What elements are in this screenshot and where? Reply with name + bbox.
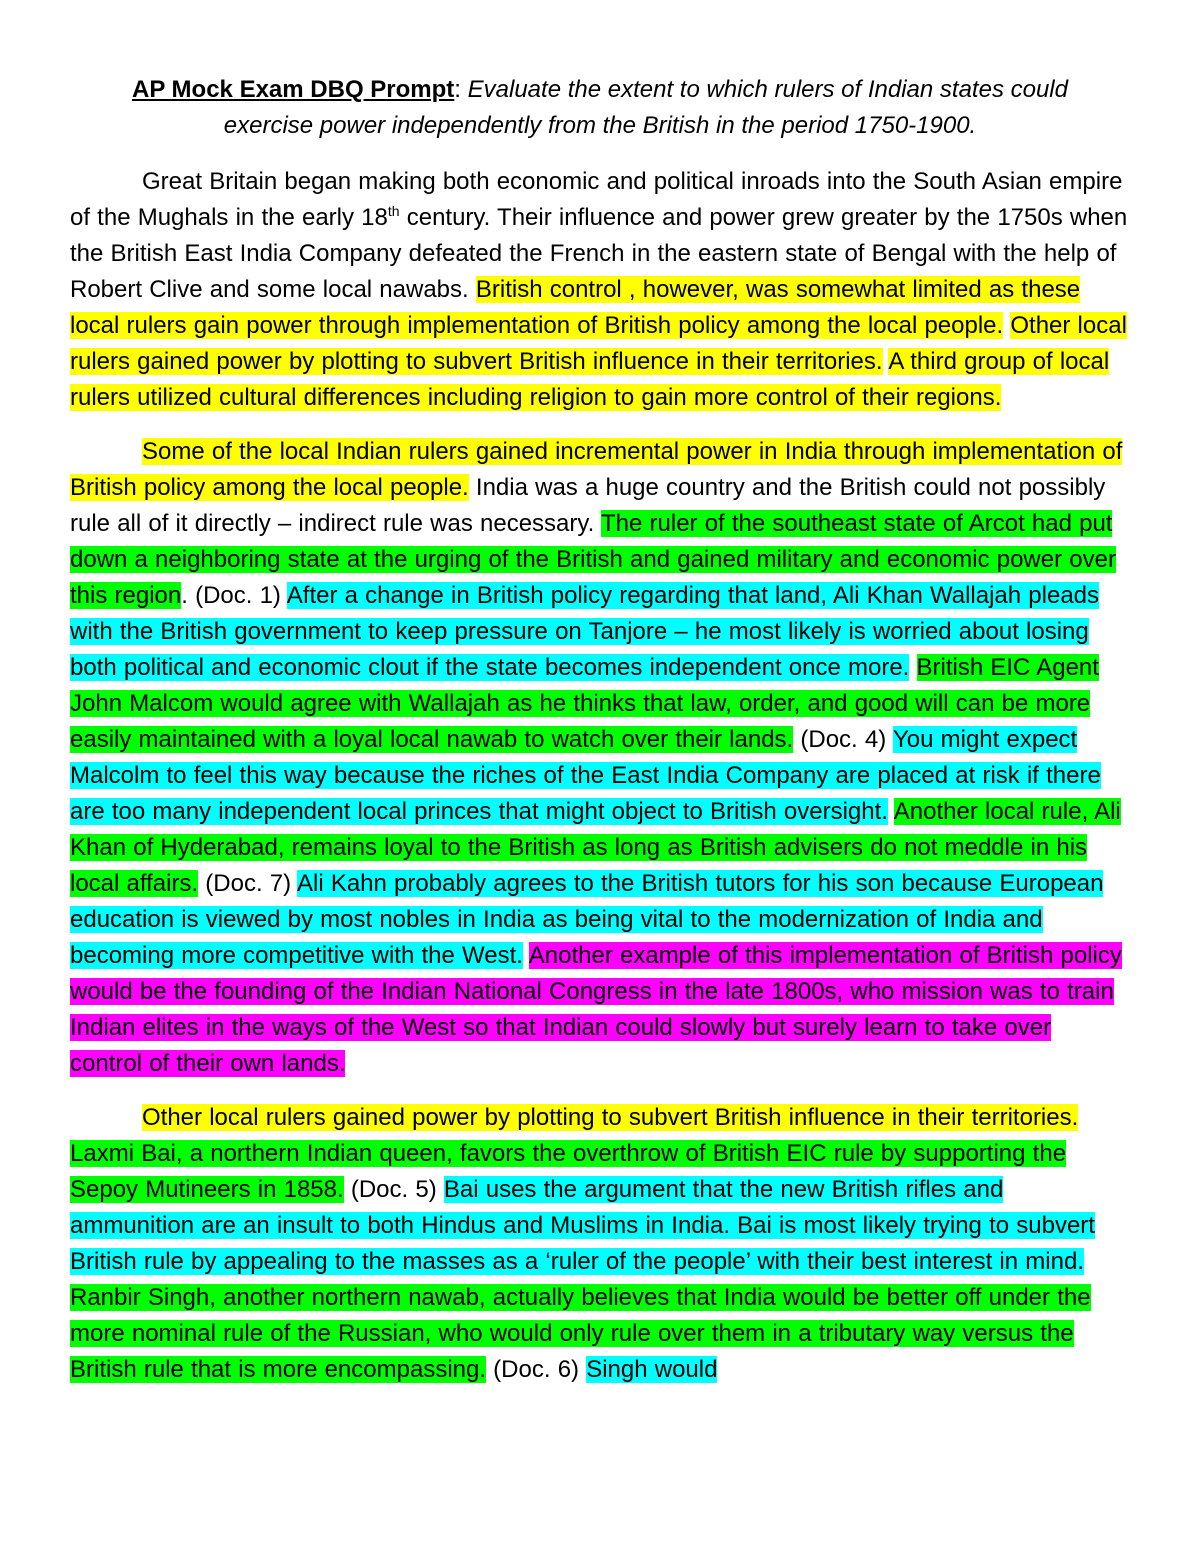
analysis-highlight: Singh would [586, 1356, 718, 1383]
citation: . (Doc. 1) [181, 582, 287, 609]
analysis-highlight: You might expect Malcolm to feel this way because the riches of the East India Company are placed at risk if there are too many independent local princes that might object to British oversight. [70, 726, 1101, 825]
evidence-highlight: Laxmi Bai, a northern Indian queen, favors the overthrow of British EIC rule by supporting the Sepoy Mutineers in 1858. [70, 1140, 1067, 1203]
page-title [70, 72, 1130, 144]
topic-sentence: Some of the local Indian rulers gained incremental power in India through implementation of British policy among the local people. [70, 438, 1123, 501]
intro-text: Great Britain began making both economic and political inroads into the South Asian empire of the Mughals in the early 18 [70, 168, 1123, 231]
evidence-highlight: The ruler of the southeast state of Arcot had put down a neighboring state at the urging of the British and gained military and economic power over this region [70, 510, 1116, 609]
thesis-highlight-1: British control , however, was somewhat limited as these local rulers gain power through implementation of British policy among the local people. [70, 276, 1081, 339]
gap [909, 654, 916, 681]
citation: (Doc. 7) [198, 870, 297, 897]
gap [523, 942, 529, 969]
citation: (Doc. 5) [343, 1176, 444, 1203]
ordinal-suffix: th [387, 203, 400, 219]
thesis-highlight-3: A third group of local rulers utilized cultural differences including religion to gain more control of their regions. [70, 348, 1110, 411]
body-paragraph-1 [70, 434, 1130, 1082]
prompt-text: Evaluate the extent to which rulers of Indian states could exercise power independently from the British in the period 1750-1900. [223, 76, 1068, 139]
evidence-highlight: Ranbir Singh, another northern nawab, actually believes that India would be better off under the more nominal rule of the Russian, who would only rule over them in a tributary way versus the British rule that is more encompassing. [70, 1284, 1091, 1383]
analysis-highlight: After a change in British policy regarding that land, Ali Khan Wallajah pleads with the British government to keep pressure on Tanjore – he most likely is worried about losing both political and economic clout if the state becomes independent once more. [70, 582, 1100, 681]
intro-text-cont: century. Their influence and power grew greater by the 1750s when the British East India Company defeated the French in the eastern state of Bengal with the help of Robert Clive and some local nawabs. [70, 204, 1128, 303]
evidence-highlight: Another local rule, Ali Khan of Hyderabad, remains loyal to the British as long as British advisers do not meddle in his local affairs. [70, 798, 1121, 897]
analysis-highlight: Bai uses the argument that the new British rifles and ammunition are an insult to both Hindus and Muslims in India. Bai is most likely trying to subvert British rule by appealing to the masses as a ‘ruler of the people’ with their best interest in mind. [70, 1176, 1095, 1275]
body-paragraph-2 [70, 1100, 1130, 1388]
prompt-label: AP Mock Exam DBQ Prompt [131, 76, 455, 103]
plain-text: India was a huge country and the British could not possibly rule all of it directly – indirect rule was necessary. [70, 474, 1106, 537]
topic-sentence: Other local rulers gained power by plotting to subvert British influence in their territories. [142, 1104, 1079, 1131]
thesis-highlight-2: Other local rulers gained power by plotting to subvert British influence in their territories. [70, 312, 1127, 375]
gap [888, 798, 894, 825]
outside-evidence-highlight: Another example of this implementation of British policy would be the founding of the Indian National Congress in the late 1800s, who mission was to train Indian elites in the ways of the West so that Indian could slowly but surely learn to take over control of their own lands. [70, 942, 1122, 1077]
prompt-separator: : [454, 76, 461, 103]
intro-paragraph [70, 164, 1130, 416]
evidence-highlight: British EIC Agent John Malcom would agree with Wallajah as he thinks that law, order, and good will can be more easily maintained with a loyal local nawab to watch over their lands. [70, 654, 1099, 753]
analysis-highlight: Ali Kahn probably agrees to the British tutors for his son because European education is viewed by most nobles in India as being vital to the modernization of India and becoming more competitive with the West. [70, 870, 1104, 969]
document-page [70, 72, 1130, 1406]
citation: (Doc. 4) [793, 726, 893, 753]
citation: (Doc. 6) [486, 1356, 587, 1383]
